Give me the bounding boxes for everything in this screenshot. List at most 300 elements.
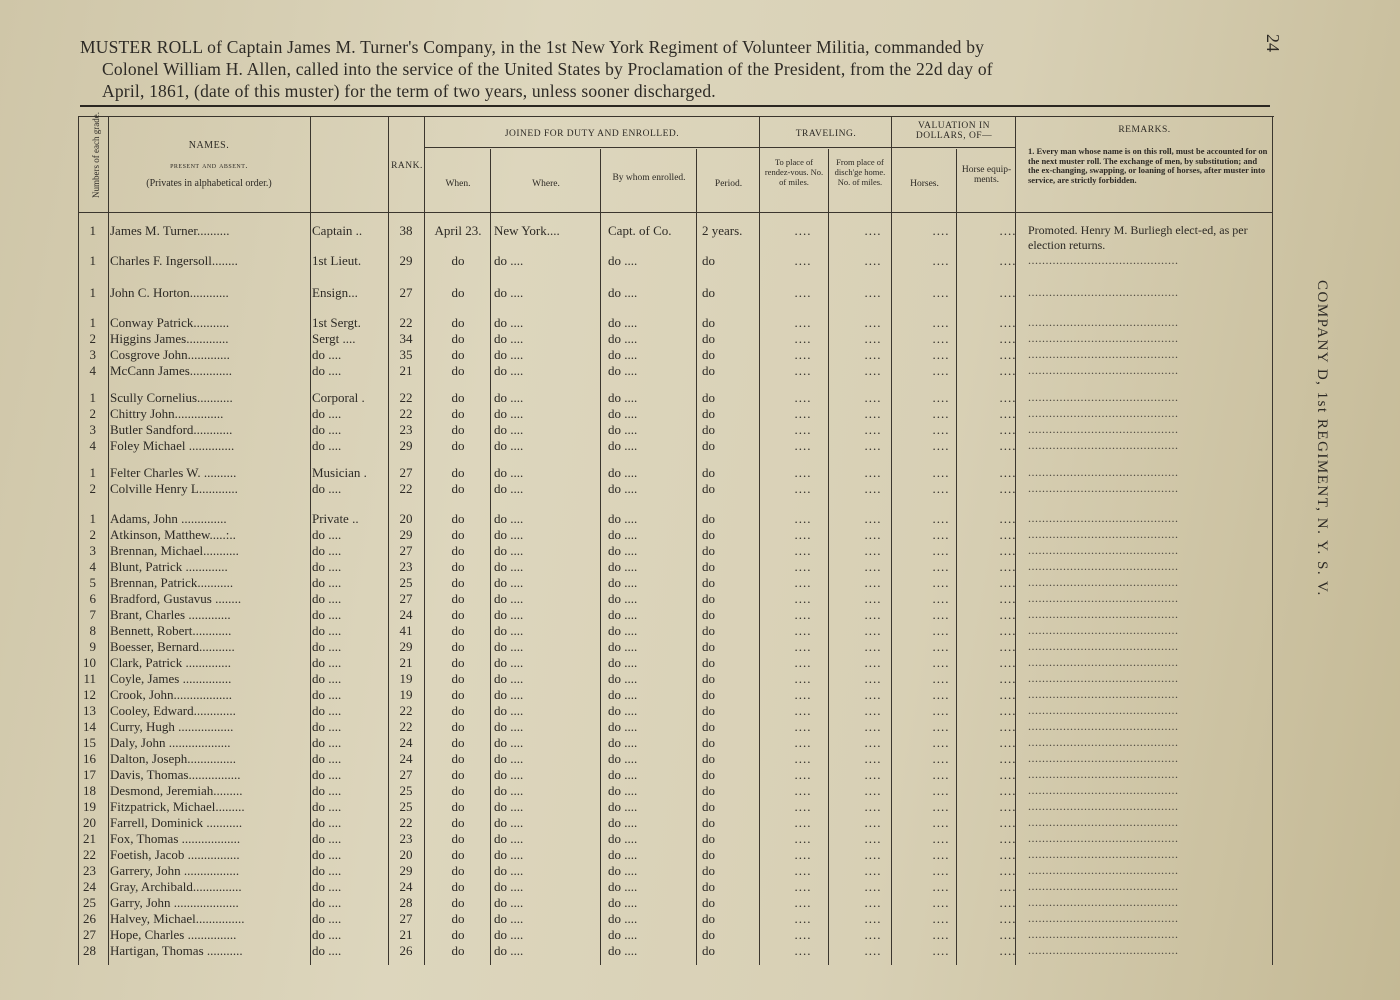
joined-when: do [451, 639, 465, 654]
joined-when: do [451, 783, 465, 798]
from-place-miles: .... [864, 390, 882, 405]
enrollment-period: do [702, 543, 715, 558]
horse-equipment-value: .... [999, 671, 1017, 686]
grade-number: 16 [83, 751, 96, 766]
member-age: 21 [399, 363, 413, 378]
enrolled-by: do .... [608, 481, 638, 496]
page-number: 24 [1263, 34, 1283, 52]
member-rank: do .... [312, 575, 342, 590]
horse-equipment-value: .... [999, 223, 1017, 238]
horse-equipment-value: .... [999, 607, 1017, 622]
horse-equipment-value: .... [999, 911, 1017, 926]
enrollment-period: do [702, 331, 715, 346]
to-place-miles: .... [794, 422, 812, 437]
member-name: James M. Turner.......... [110, 223, 230, 238]
enrollment-period: do [702, 623, 715, 638]
member-age: 21 [399, 655, 413, 670]
remarks-cell: ........................................... [1028, 895, 1179, 909]
grade-number: 2 [89, 406, 96, 421]
grade-number: 2 [89, 481, 96, 496]
joined-when: do [451, 671, 465, 686]
to-place-miles: .... [794, 783, 812, 798]
to-place-miles: .... [794, 331, 812, 346]
enrollment-period: do [702, 783, 715, 798]
header-names: NAMES. present and absent. (Privates in alphabetical order.) [146, 140, 272, 189]
joined-when: do [451, 406, 465, 421]
from-place-miles: .... [864, 767, 882, 782]
to-place-miles: .... [794, 559, 812, 574]
to-place-miles: .... [794, 895, 812, 910]
from-place-miles: .... [864, 607, 882, 622]
joined-when: do [451, 687, 465, 702]
enrolled-by: do .... [608, 363, 638, 378]
remarks-cell: ........................................... [1028, 543, 1179, 557]
enrollment-period: do [702, 879, 715, 894]
remarks-cell: ........................................... [1028, 767, 1179, 781]
horse-equipment-value: .... [999, 879, 1017, 894]
joined-where: do .... [494, 331, 524, 346]
grade-number: 4 [89, 559, 96, 574]
enrolled-by: do .... [608, 815, 638, 830]
remarks-cell: Promoted. Henry M. Burliegh elect-ed, as per election returns. [1028, 223, 1248, 252]
joined-where: do .... [494, 527, 524, 542]
member-name: Garrery, John ................. [110, 863, 240, 878]
member-age: 24 [399, 751, 413, 766]
grade-number: 1 [89, 511, 96, 526]
member-age: 24 [399, 879, 413, 894]
member-rank: do .... [312, 655, 342, 670]
from-place-miles: .... [864, 559, 882, 574]
to-place-miles: .... [794, 847, 812, 862]
remarks-cell: ........................................... [1028, 671, 1179, 685]
enrollment-period: do [702, 735, 715, 750]
from-place-miles: .... [864, 481, 882, 496]
joined-where: do .... [494, 719, 524, 734]
grade-number: 7 [89, 607, 96, 622]
member-age: 19 [399, 671, 413, 686]
member-rank: Captain .. [312, 223, 363, 238]
remarks-instructions: 1. Every man whose name is on this roll, must be accounted for on the next muster roll. The exchange of men, by substitution; and the ex-changing, swapping, or loaning of horses, after muster into service, are strictly forbidden. [1028, 146, 1268, 185]
enrolled-by: do .... [608, 751, 638, 766]
remarks-cell: ........................................... [1028, 655, 1179, 669]
enrolled-by: do .... [608, 285, 638, 300]
member-rank: do .... [312, 911, 342, 926]
member-age: 29 [399, 527, 413, 542]
member-age: 24 [399, 607, 413, 622]
enrolled-by: do .... [608, 438, 638, 453]
remarks-cell: ........................................... [1028, 719, 1179, 733]
horse-equipment-value: .... [999, 703, 1017, 718]
joined-where: do .... [494, 895, 524, 910]
member-name: Brant, Charles ............. [110, 607, 231, 622]
from-place-miles: .... [864, 438, 882, 453]
joined-where: do .... [494, 879, 524, 894]
remarks-cell: ........................................... [1028, 879, 1179, 893]
enrollment-period: 2 years. [702, 223, 743, 238]
enrolled-by: do .... [608, 527, 638, 542]
enrollment-period: do [702, 927, 715, 942]
grade-number: 23 [83, 863, 96, 878]
member-age: 22 [399, 406, 413, 421]
member-name: Hartigan, Thomas ........... [110, 943, 243, 958]
member-name: Daly, John ................... [110, 735, 231, 750]
to-place-miles: .... [794, 719, 812, 734]
to-place-miles: .... [794, 223, 812, 238]
horses-value: .... [932, 347, 950, 362]
joined-where: do .... [494, 438, 524, 453]
horse-equipment-value: .... [999, 390, 1017, 405]
to-place-miles: .... [794, 543, 812, 558]
horses-value: .... [932, 390, 950, 405]
grade-number: 20 [83, 815, 96, 830]
horses-value: .... [932, 879, 950, 894]
member-age: 23 [399, 831, 413, 846]
member-name: Cooley, Edward............. [110, 703, 236, 718]
enrolled-by: do .... [608, 767, 638, 782]
member-rank: do .... [312, 751, 342, 766]
remarks-cell: ........................................... [1028, 831, 1179, 845]
member-age: 22 [399, 390, 413, 405]
enrolled-by: do .... [608, 390, 638, 405]
joined-where: do .... [494, 735, 524, 750]
joined-where: do .... [494, 815, 524, 830]
enrollment-period: do [702, 751, 715, 766]
horse-equipment-value: .... [999, 639, 1017, 654]
member-name: Cosgrove John............. [110, 347, 230, 362]
member-rank: do .... [312, 767, 342, 782]
remarks-cell: ........................................... [1028, 623, 1179, 637]
from-place-miles: .... [864, 575, 882, 590]
enrolled-by: do .... [608, 863, 638, 878]
joined-when: do [451, 703, 465, 718]
joined-where: do .... [494, 285, 524, 300]
enrolled-by: do .... [608, 655, 638, 670]
member-name: Brennan, Michael........... [110, 543, 239, 558]
horses-value: .... [932, 511, 950, 526]
member-rank: do .... [312, 438, 342, 453]
member-age: 23 [399, 422, 413, 437]
remarks-cell: ........................................... [1028, 639, 1179, 653]
enrolled-by: do .... [608, 607, 638, 622]
remarks-cell: ........................................... [1028, 422, 1179, 436]
from-place-miles: .... [864, 703, 882, 718]
member-name: Fox, Thomas .................. [110, 831, 241, 846]
joined-where: do .... [494, 363, 524, 378]
enrolled-by: do .... [608, 927, 638, 942]
header-remarks: REMARKS. [1118, 125, 1171, 135]
enrollment-period: do [702, 831, 715, 846]
to-place-miles: .... [794, 671, 812, 686]
enrolled-by: do .... [608, 331, 638, 346]
member-name: Fitzpatrick, Michael......... [110, 799, 245, 814]
horse-equipment-value: .... [999, 831, 1017, 846]
horses-value: .... [932, 671, 950, 686]
member-age: 41 [399, 623, 413, 638]
horses-value: .... [932, 831, 950, 846]
member-name: Halvey, Michael............... [110, 911, 245, 926]
member-age: 34 [399, 331, 413, 346]
grade-number: 12 [83, 687, 96, 702]
horse-equipment-value: .... [999, 847, 1017, 862]
horse-equipment-value: .... [999, 575, 1017, 590]
to-place-miles: .... [794, 511, 812, 526]
to-place-miles: .... [794, 943, 812, 958]
member-age: 29 [399, 438, 413, 453]
grade-number: 2 [89, 527, 96, 542]
member-age: 25 [399, 783, 413, 798]
grade-number: 24 [83, 879, 96, 894]
horses-value: .... [932, 767, 950, 782]
member-name: Bennett, Robert............ [110, 623, 232, 638]
header-by-whom: By whom enrolled. [612, 173, 686, 183]
member-rank: do .... [312, 703, 342, 718]
enrollment-period: do [702, 607, 715, 622]
member-age: 29 [399, 863, 413, 878]
member-rank: 1st Lieut. [312, 253, 362, 268]
grade-number: 1 [89, 285, 96, 300]
joined-when: do [451, 815, 465, 830]
horse-equipment-value: .... [999, 623, 1017, 638]
member-age: 22 [399, 719, 413, 734]
enrolled-by: do .... [608, 511, 638, 526]
to-place-miles: .... [794, 655, 812, 670]
from-place-miles: .... [864, 223, 882, 238]
from-place-miles: .... [864, 799, 882, 814]
to-place-miles: .... [794, 815, 812, 830]
enrollment-period: do [702, 671, 715, 686]
joined-when: do [451, 655, 465, 670]
horse-equipment-value: .... [999, 347, 1017, 362]
from-place-miles: .... [864, 331, 882, 346]
member-rank: do .... [312, 347, 342, 362]
to-place-miles: .... [794, 438, 812, 453]
grade-number: 1 [89, 390, 96, 405]
horse-equipment-value: .... [999, 655, 1017, 670]
member-rank: do .... [312, 363, 342, 378]
member-age: 20 [399, 511, 413, 526]
member-rank: do .... [312, 735, 342, 750]
horses-value: .... [932, 315, 950, 330]
member-name: Butler Sandford............ [110, 422, 233, 437]
grade-number: 3 [89, 543, 96, 558]
joined-when: do [451, 347, 465, 362]
remarks-cell: ........................................... [1028, 390, 1179, 404]
member-name: Brennan, Patrick........... [110, 575, 234, 590]
enrollment-period: do [702, 591, 715, 606]
remarks-cell: ........................................... [1028, 751, 1179, 765]
member-age: 21 [399, 927, 413, 942]
member-name: Colville Henry L............ [110, 481, 238, 496]
joined-where: do .... [494, 943, 524, 958]
header-period: Period. [714, 179, 743, 189]
horses-value: .... [932, 895, 950, 910]
from-place-miles: .... [864, 735, 882, 750]
joined-where: do .... [494, 831, 524, 846]
joined-when: do [451, 527, 465, 542]
member-rank: do .... [312, 719, 342, 734]
from-place-miles: .... [864, 285, 882, 300]
to-place-miles: .... [794, 703, 812, 718]
remarks-cell: ........................................... [1028, 315, 1179, 329]
grade-number: 5 [89, 575, 96, 590]
horses-value: .... [932, 911, 950, 926]
member-age: 35 [399, 347, 413, 362]
enrollment-period: do [702, 655, 715, 670]
enrolled-by: do .... [608, 575, 638, 590]
to-place-miles: .... [794, 465, 812, 480]
from-place-miles: .... [864, 253, 882, 268]
enrollment-period: do [702, 943, 715, 958]
member-name: Foetish, Jacob ................ [110, 847, 240, 862]
from-place-miles: .... [864, 879, 882, 894]
member-age: 27 [399, 591, 413, 606]
member-age: 19 [399, 687, 413, 702]
joined-when: do [451, 607, 465, 622]
remarks-cell: ........................................... [1028, 815, 1179, 829]
horses-value: .... [932, 927, 950, 942]
horses-value: .... [932, 847, 950, 862]
joined-when: do [451, 285, 465, 300]
enrolled-by: do .... [608, 943, 638, 958]
header-divider [424, 147, 1015, 148]
from-place-miles: .... [864, 465, 882, 480]
enrollment-period: do [702, 285, 715, 300]
member-rank: do .... [312, 943, 342, 958]
to-place-miles: .... [794, 831, 812, 846]
member-age: 20 [399, 847, 413, 862]
grade-number: 25 [83, 895, 96, 910]
grade-number: 26 [83, 911, 96, 926]
enrolled-by: do .... [608, 406, 638, 421]
member-rank: do .... [312, 639, 342, 654]
member-age: 25 [399, 799, 413, 814]
member-rank: do .... [312, 671, 342, 686]
joined-when: April 23. [434, 223, 482, 238]
header-joined: JOINED FOR DUTY AND ENROLLED. [504, 129, 680, 139]
horse-equipment-value: .... [999, 406, 1017, 421]
member-name: Bradford, Gustavus ........ [110, 591, 242, 606]
grade-number: 6 [89, 591, 96, 606]
side-running-head: COMPANY D, 1st REGIMENT, N. Y. S. V. [1314, 280, 1330, 597]
member-rank: do .... [312, 879, 342, 894]
horse-equipment-value: .... [999, 783, 1017, 798]
enrollment-period: do [702, 815, 715, 830]
member-rank: do .... [312, 607, 342, 622]
to-place-miles: .... [794, 639, 812, 654]
member-rank: do .... [312, 623, 342, 638]
enrolled-by: do .... [608, 911, 638, 926]
horse-equipment-value: .... [999, 895, 1017, 910]
header-where: Where. [532, 179, 560, 189]
member-name: John C. Horton............ [110, 285, 229, 300]
horses-value: .... [932, 719, 950, 734]
to-place-miles: .... [794, 687, 812, 702]
member-name: Garry, John .................... [110, 895, 239, 910]
joined-where: do .... [494, 406, 524, 421]
enrollment-period: do [702, 895, 715, 910]
horses-value: .... [932, 751, 950, 766]
joined-where: do .... [494, 639, 524, 654]
horse-equipment-value: .... [999, 927, 1017, 942]
to-place-miles: .... [794, 879, 812, 894]
horses-value: .... [932, 815, 950, 830]
horses-value: .... [932, 575, 950, 590]
member-rank: Sergt .... [312, 331, 356, 346]
member-name: Crook, John.................. [110, 687, 233, 702]
enrollment-period: do [702, 847, 715, 862]
enrolled-by: do .... [608, 591, 638, 606]
grade-number: 10 [83, 655, 96, 670]
horse-equipment-value: .... [999, 285, 1017, 300]
enrolled-by: do .... [608, 703, 638, 718]
horse-equipment-value: .... [999, 767, 1017, 782]
grade-number: 21 [83, 831, 96, 846]
grade-number: 27 [83, 927, 96, 942]
title-rule [80, 105, 1270, 107]
member-name: Adams, John .............. [110, 511, 227, 526]
horse-equipment-value: .... [999, 363, 1017, 378]
remarks-cell: ........................................... [1028, 481, 1179, 495]
grade-number: 11 [83, 671, 96, 686]
joined-when: do [451, 847, 465, 862]
title-line-1: MUSTER ROLL of Captain James M. Turner's Company, in the 1st New York Regiment of Volunteer Militia, commanded by [80, 37, 985, 57]
member-name: Charles F. Ingersoll........ [110, 253, 238, 268]
member-age: 26 [399, 943, 413, 958]
member-name: Coyle, James ............... [110, 671, 232, 686]
grade-number: 3 [89, 347, 96, 362]
enrollment-period: do [702, 911, 715, 926]
col-line [310, 117, 311, 965]
horse-equipment-value: .... [999, 719, 1017, 734]
horse-equipment-value: .... [999, 438, 1017, 453]
horses-value: .... [932, 655, 950, 670]
col-line [108, 117, 109, 965]
joined-when: do [451, 831, 465, 846]
joined-when: do [451, 315, 465, 330]
to-place-miles: .... [794, 527, 812, 542]
joined-when: do [451, 799, 465, 814]
horses-value: .... [932, 253, 950, 268]
member-rank: do .... [312, 481, 342, 496]
joined-where: do .... [494, 559, 524, 574]
member-rank: do .... [312, 815, 342, 830]
from-place-miles: .... [864, 511, 882, 526]
header-traveling: TRAVELING. [795, 129, 857, 139]
horses-value: .... [932, 331, 950, 346]
member-name: Curry, Hugh ................. [110, 719, 234, 734]
from-place-miles: .... [864, 623, 882, 638]
enrollment-period: do [702, 799, 715, 814]
grade-number: 1 [89, 253, 96, 268]
remarks-cell: ........................................... [1028, 607, 1179, 621]
enrollment-period: do [702, 639, 715, 654]
to-place-miles: .... [794, 390, 812, 405]
to-place-miles: .... [794, 863, 812, 878]
header-numbers: Numbers of each grade. [91, 112, 101, 198]
member-name: Desmond, Jeremiah......... [110, 783, 243, 798]
from-place-miles: .... [864, 927, 882, 942]
joined-where: do .... [494, 671, 524, 686]
joined-where: do .... [494, 655, 524, 670]
joined-when: do [451, 927, 465, 942]
member-age: 22 [399, 703, 413, 718]
joined-when: do [451, 253, 465, 268]
from-place-miles: .... [864, 943, 882, 958]
horse-equipment-value: .... [999, 315, 1017, 330]
from-place-miles: .... [864, 783, 882, 798]
member-rank: do .... [312, 799, 342, 814]
to-place-miles: .... [794, 767, 812, 782]
